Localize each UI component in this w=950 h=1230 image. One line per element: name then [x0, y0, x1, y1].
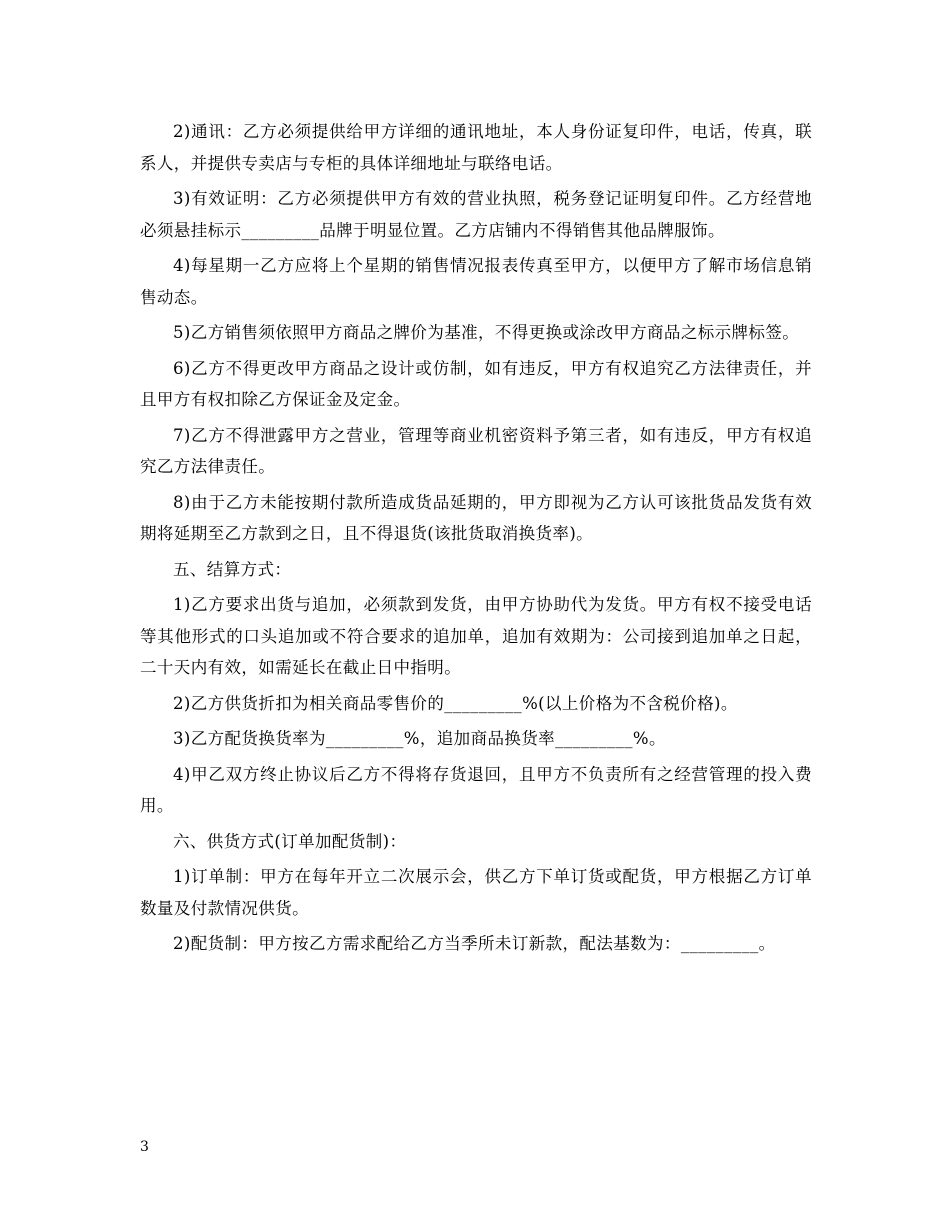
clause-4-6-no-imitation: 6)乙方不得更改甲方商品之设计或仿制，如有违反，甲方有权追究乙方法律责任，并且甲方有权扣除乙方保证金及定金。 [140, 358, 812, 409]
clause-6-1-order-system: 1)订单制：甲方在每年开立二次展示会，供乙方下单订货或配货，甲方根据乙方订单数量及付款情况供货。 [140, 867, 812, 918]
clause-4-4-weekly-sales-report: 4)每星期一乙方应将上个星期的销售情况报表传真至甲方，以便甲方了解市场信息销售动态。 [140, 256, 812, 307]
section-heading-supply-method: 六、供货方式(订单加配货制)： [173, 831, 407, 851]
clause-4-7-confidentiality: 7)乙方不得泄露甲方之营业，管理等商业机密资料予第三者，如有违反，甲方有权追究乙方法律责任。 [140, 425, 812, 476]
clause-4-5-price-tag: 5)乙方销售须依照甲方商品之牌价为基准，不得更换或涂改甲方商品之标示牌标签。 [173, 323, 800, 342]
clause-5-1-shipping-and-additions: 1)乙方要求出货与追加，必须款到发货，由甲方协助代为发货。甲方有权不接受电话等其他形式的口头追加或不符合要求的追加单，追加有效期为：公司接到追加单之日起，二十天内有效，如需延长在截止日中指明。 [140, 595, 812, 677]
clause-6-2-allocation-system: 2)配货制：甲方按乙方需求配给乙方当季所未订新款，配法基数为：_________。 [173, 934, 776, 953]
clause-4-2-communication: 2)通讯：乙方必须提供给甲方详细的通讯地址，本人身份证复印件，电话，传真，联系人，并提供专卖店与专柜的具体详细地址与联络电话。 [140, 122, 812, 173]
clause-4-3-valid-certificates: 3)有效证明：乙方必须提供甲方有效的营业执照，税务登记证明复印件。乙方经营地必须悬挂标示_________品牌于明显位置。乙方店铺内不得销售其他品牌服饰。 [140, 189, 812, 240]
clause-4-8-payment-delay: 8)由于乙方未能按期付款所造成货品延期的，甲方即视为乙方认可该批货品发货有效期将延期至乙方款到之日，且不得退货(该批货取消换货率)。 [140, 492, 812, 543]
clause-5-3-exchange-rate: 3)乙方配货换货率为_________%，追加商品换货率_________%。 [173, 729, 666, 748]
page-number: 3 [140, 1139, 149, 1155]
section-heading-settlement: 五、结算方式： [173, 559, 292, 579]
document-body [140, 116, 812, 964]
clause-5-4-termination: 4)甲乙双方终止协议后乙方不得将存货退回，且甲方不负责所有之经营管理的投入费用。 [140, 764, 812, 815]
clause-5-2-supply-discount: 2)乙方供货折扣为相关商品零售价的_________%(以上价格为不含税价格)。 [173, 693, 738, 713]
